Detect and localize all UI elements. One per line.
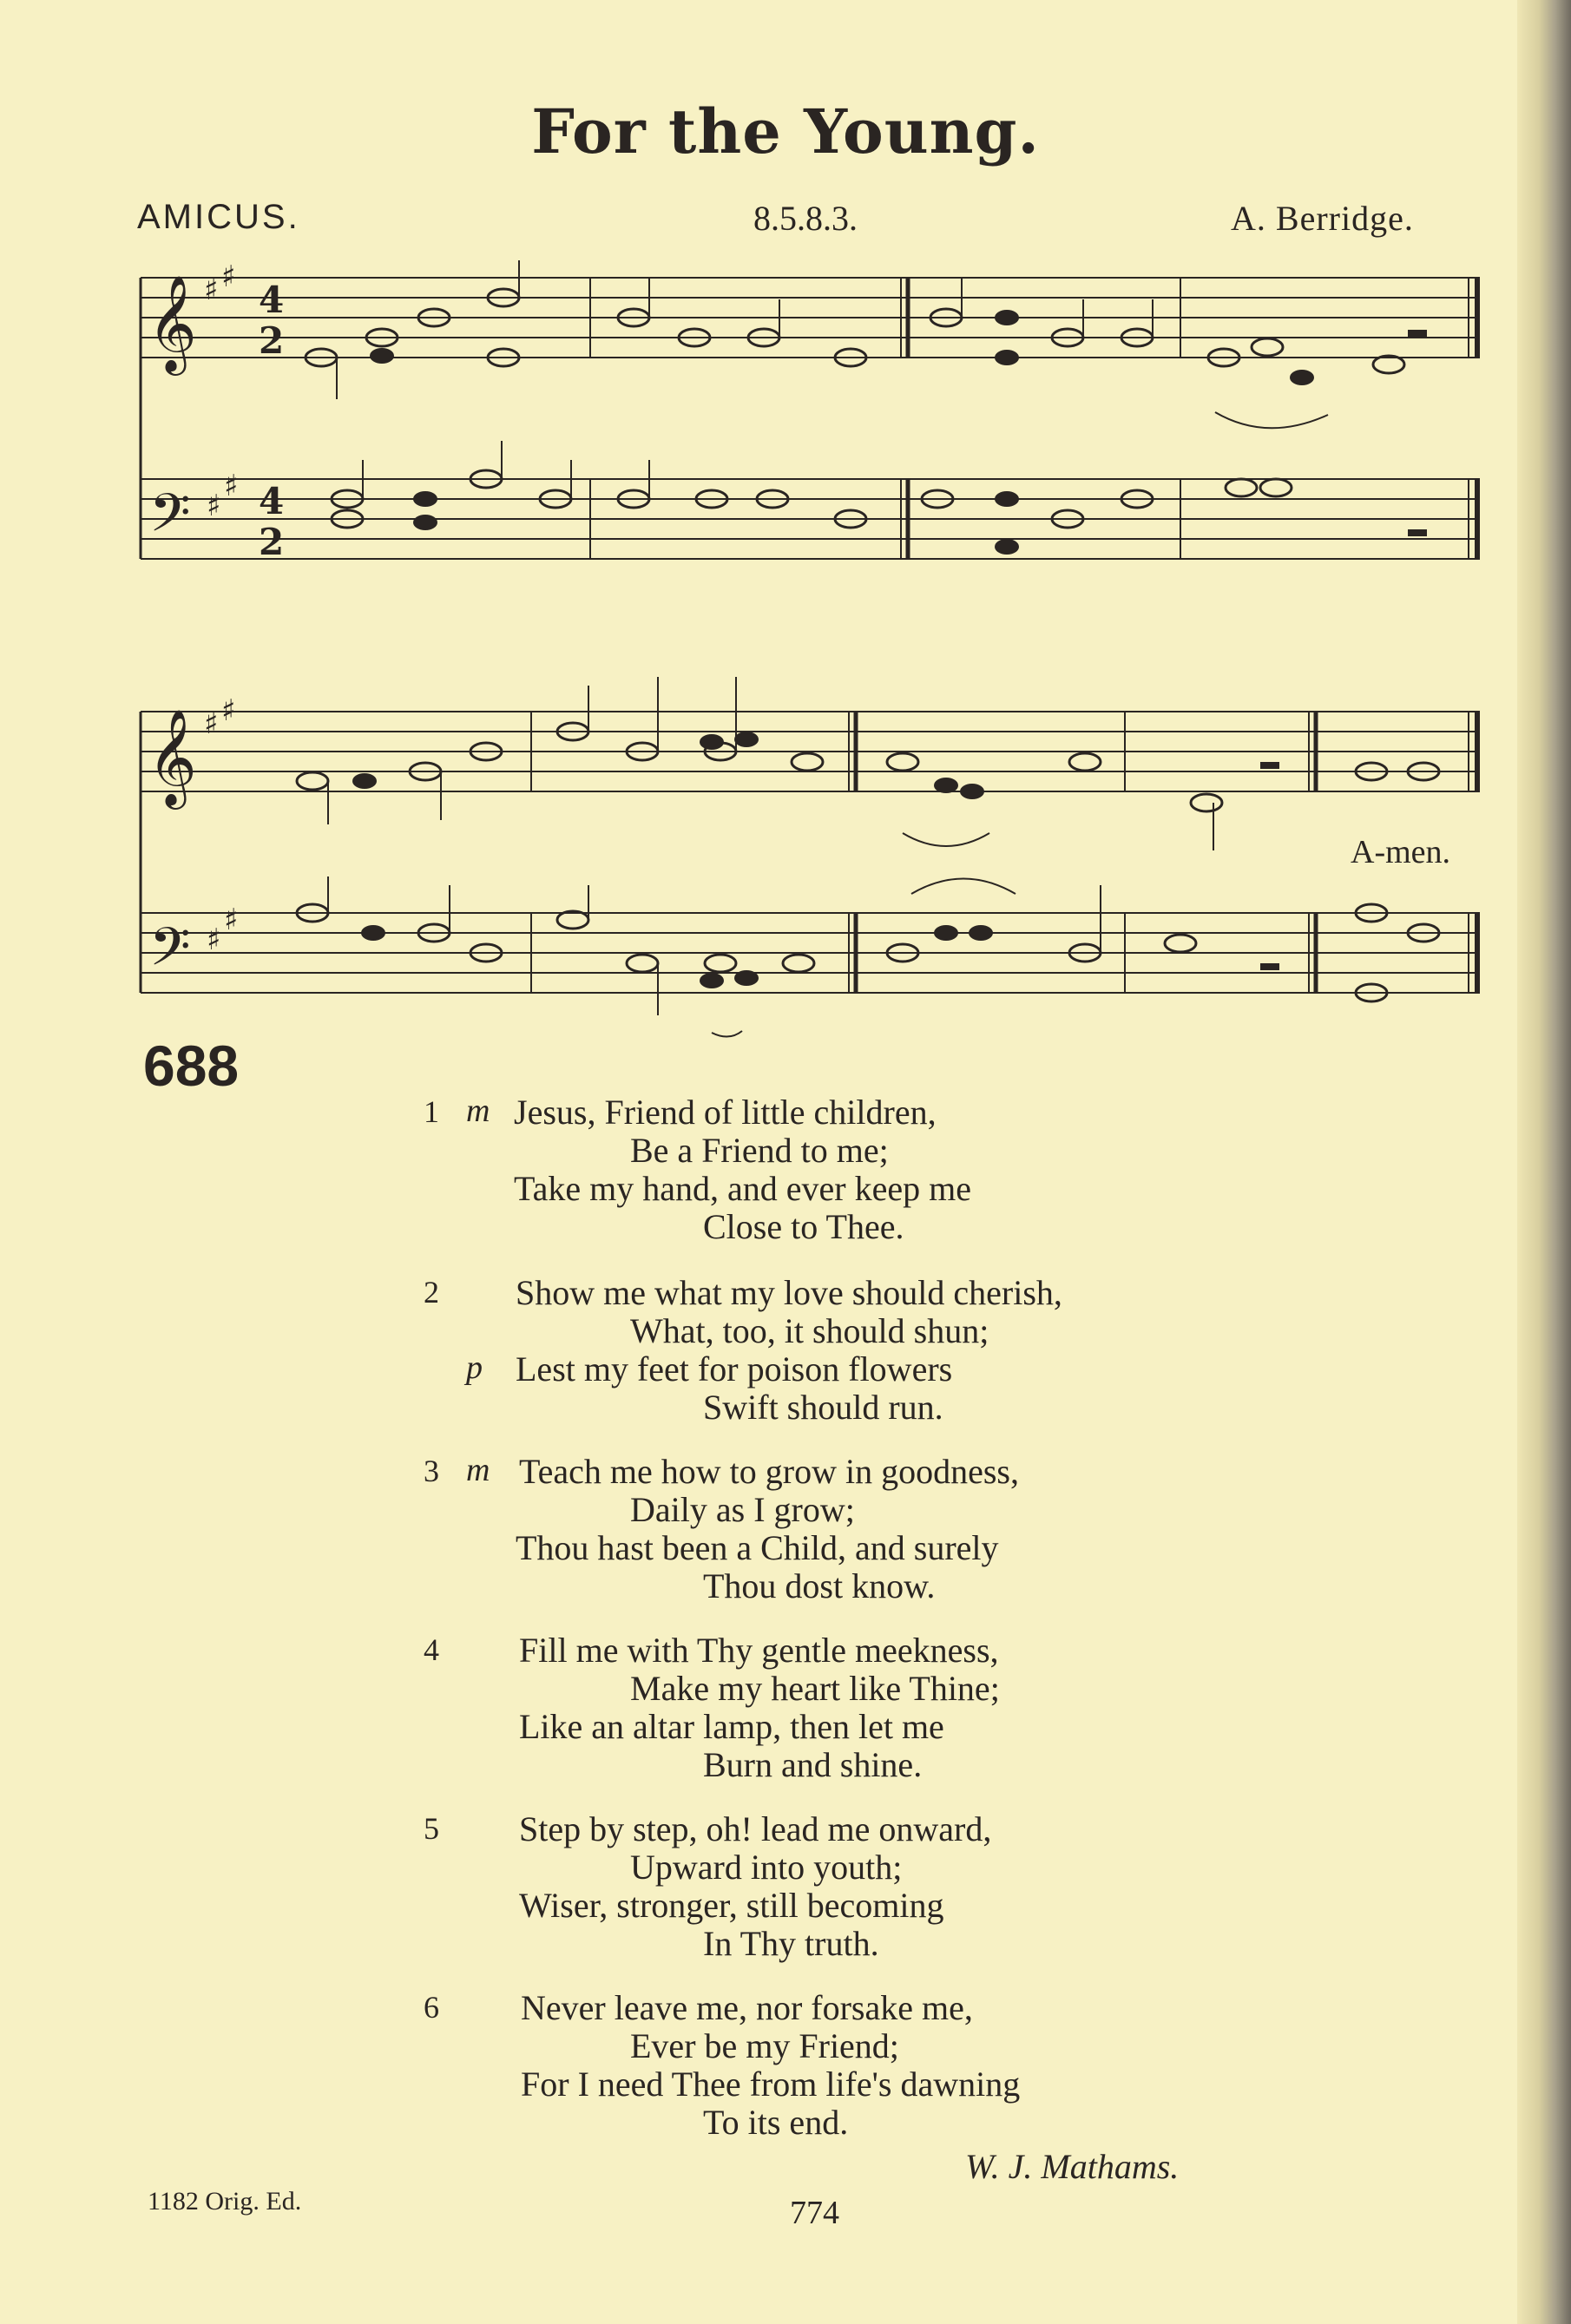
svg-text:♯: ♯ [204, 706, 219, 741]
verse-number: 4 [424, 1632, 439, 1667]
music-score [0, 0, 1571, 1041]
svg-text:♯: ♯ [221, 693, 236, 728]
verse-line: Upward into youth; [630, 1848, 903, 1887]
verse-line: Lest my feet for poison flowers [516, 1349, 953, 1388]
svg-text:4: 4 [259, 480, 285, 522]
bass-clef-icon: 𝄢 [149, 483, 191, 557]
svg-text:♯: ♯ [224, 903, 239, 937]
staff-lines-system1-treble [141, 278, 1480, 358]
svg-text:♯: ♯ [204, 272, 219, 307]
verse-line: Fill me with Thy gentle meekness, [519, 1631, 999, 1670]
staff-lines-system2-bass [141, 913, 1480, 993]
verse-number: 6 [424, 1990, 439, 2025]
svg-text:♯: ♯ [207, 922, 221, 957]
treble-clef-icon: 𝄞 [148, 274, 197, 371]
verse-line: What, too, it should shun; [630, 1311, 989, 1350]
staff-lines-system2-treble [141, 712, 1480, 791]
verse-line: Like an altar lamp, then let me [519, 1707, 944, 1746]
verse-number: 5 [424, 1811, 439, 1846]
verse-line: To its end. [703, 2103, 849, 2142]
meter: 8.5.8.3. [753, 199, 858, 238]
verse-line: Thou hast been a Child, and surely [516, 1528, 999, 1567]
verse-number: 2 [424, 1275, 439, 1310]
svg-text:2: 2 [259, 521, 285, 563]
verse-line: Be a Friend to me; [630, 1131, 889, 1170]
svg-text:♯: ♯ [224, 469, 239, 503]
verse-line: Make my heart like Thine; [630, 1669, 1000, 1708]
verse-line: Wiser, stronger, still becoming [519, 1886, 944, 1925]
svg-text:♯: ♯ [221, 259, 236, 294]
verse-number: 3 [424, 1454, 439, 1488]
hymn-number: 688 [143, 1034, 240, 1098]
verse-number: 1 [424, 1094, 439, 1129]
treble-clef-icon: 𝄞 [148, 708, 197, 805]
verse-line: Ever be my Friend; [630, 2026, 899, 2065]
verse-line: Never leave me, nor forsake me, [521, 1988, 973, 2027]
author: W. J. Mathams. [965, 2147, 1180, 2186]
verse-line: Take my hand, and ever keep me [514, 1169, 971, 1208]
verse-line: Jesus, Friend of little children, [514, 1093, 937, 1132]
verse-line: In Thy truth. [703, 1924, 879, 1963]
verse-line: Swift should run. [703, 1388, 943, 1427]
svg-text:2: 2 [259, 319, 285, 362]
edition-note: 1182 Orig. Ed. [148, 2187, 302, 2216]
verse-line: Daily as I grow; [630, 1490, 855, 1529]
dynamic-mark: m [466, 1093, 490, 1129]
verse-line: Show me what my love should cherish, [516, 1273, 1062, 1312]
verse-line: Thou dost know. [703, 1566, 936, 1605]
composer: A. Berridge. [1231, 199, 1414, 238]
verse-line: Teach me how to grow in goodness, [519, 1452, 1019, 1491]
page-title: For the Young. [531, 95, 1040, 167]
tune-name: AMICUS. [137, 198, 300, 236]
svg-text:4: 4 [259, 279, 285, 321]
amen-label: A-men. [1351, 834, 1451, 870]
dynamic-mark: m [466, 1452, 490, 1488]
page-number: 774 [790, 2195, 839, 2231]
svg-text:♯: ♯ [207, 489, 221, 523]
verse-line: Step by step, oh! lead me onward, [519, 1809, 992, 1848]
dynamic-mark: p [466, 1349, 483, 1386]
bass-clef-icon: 𝄢 [149, 916, 191, 991]
verse-line: Burn and shine. [703, 1745, 923, 1784]
verse-line: For I need Thee from life's dawning [521, 2065, 1021, 2104]
verse-line: Close to Thee. [703, 1207, 904, 1246]
